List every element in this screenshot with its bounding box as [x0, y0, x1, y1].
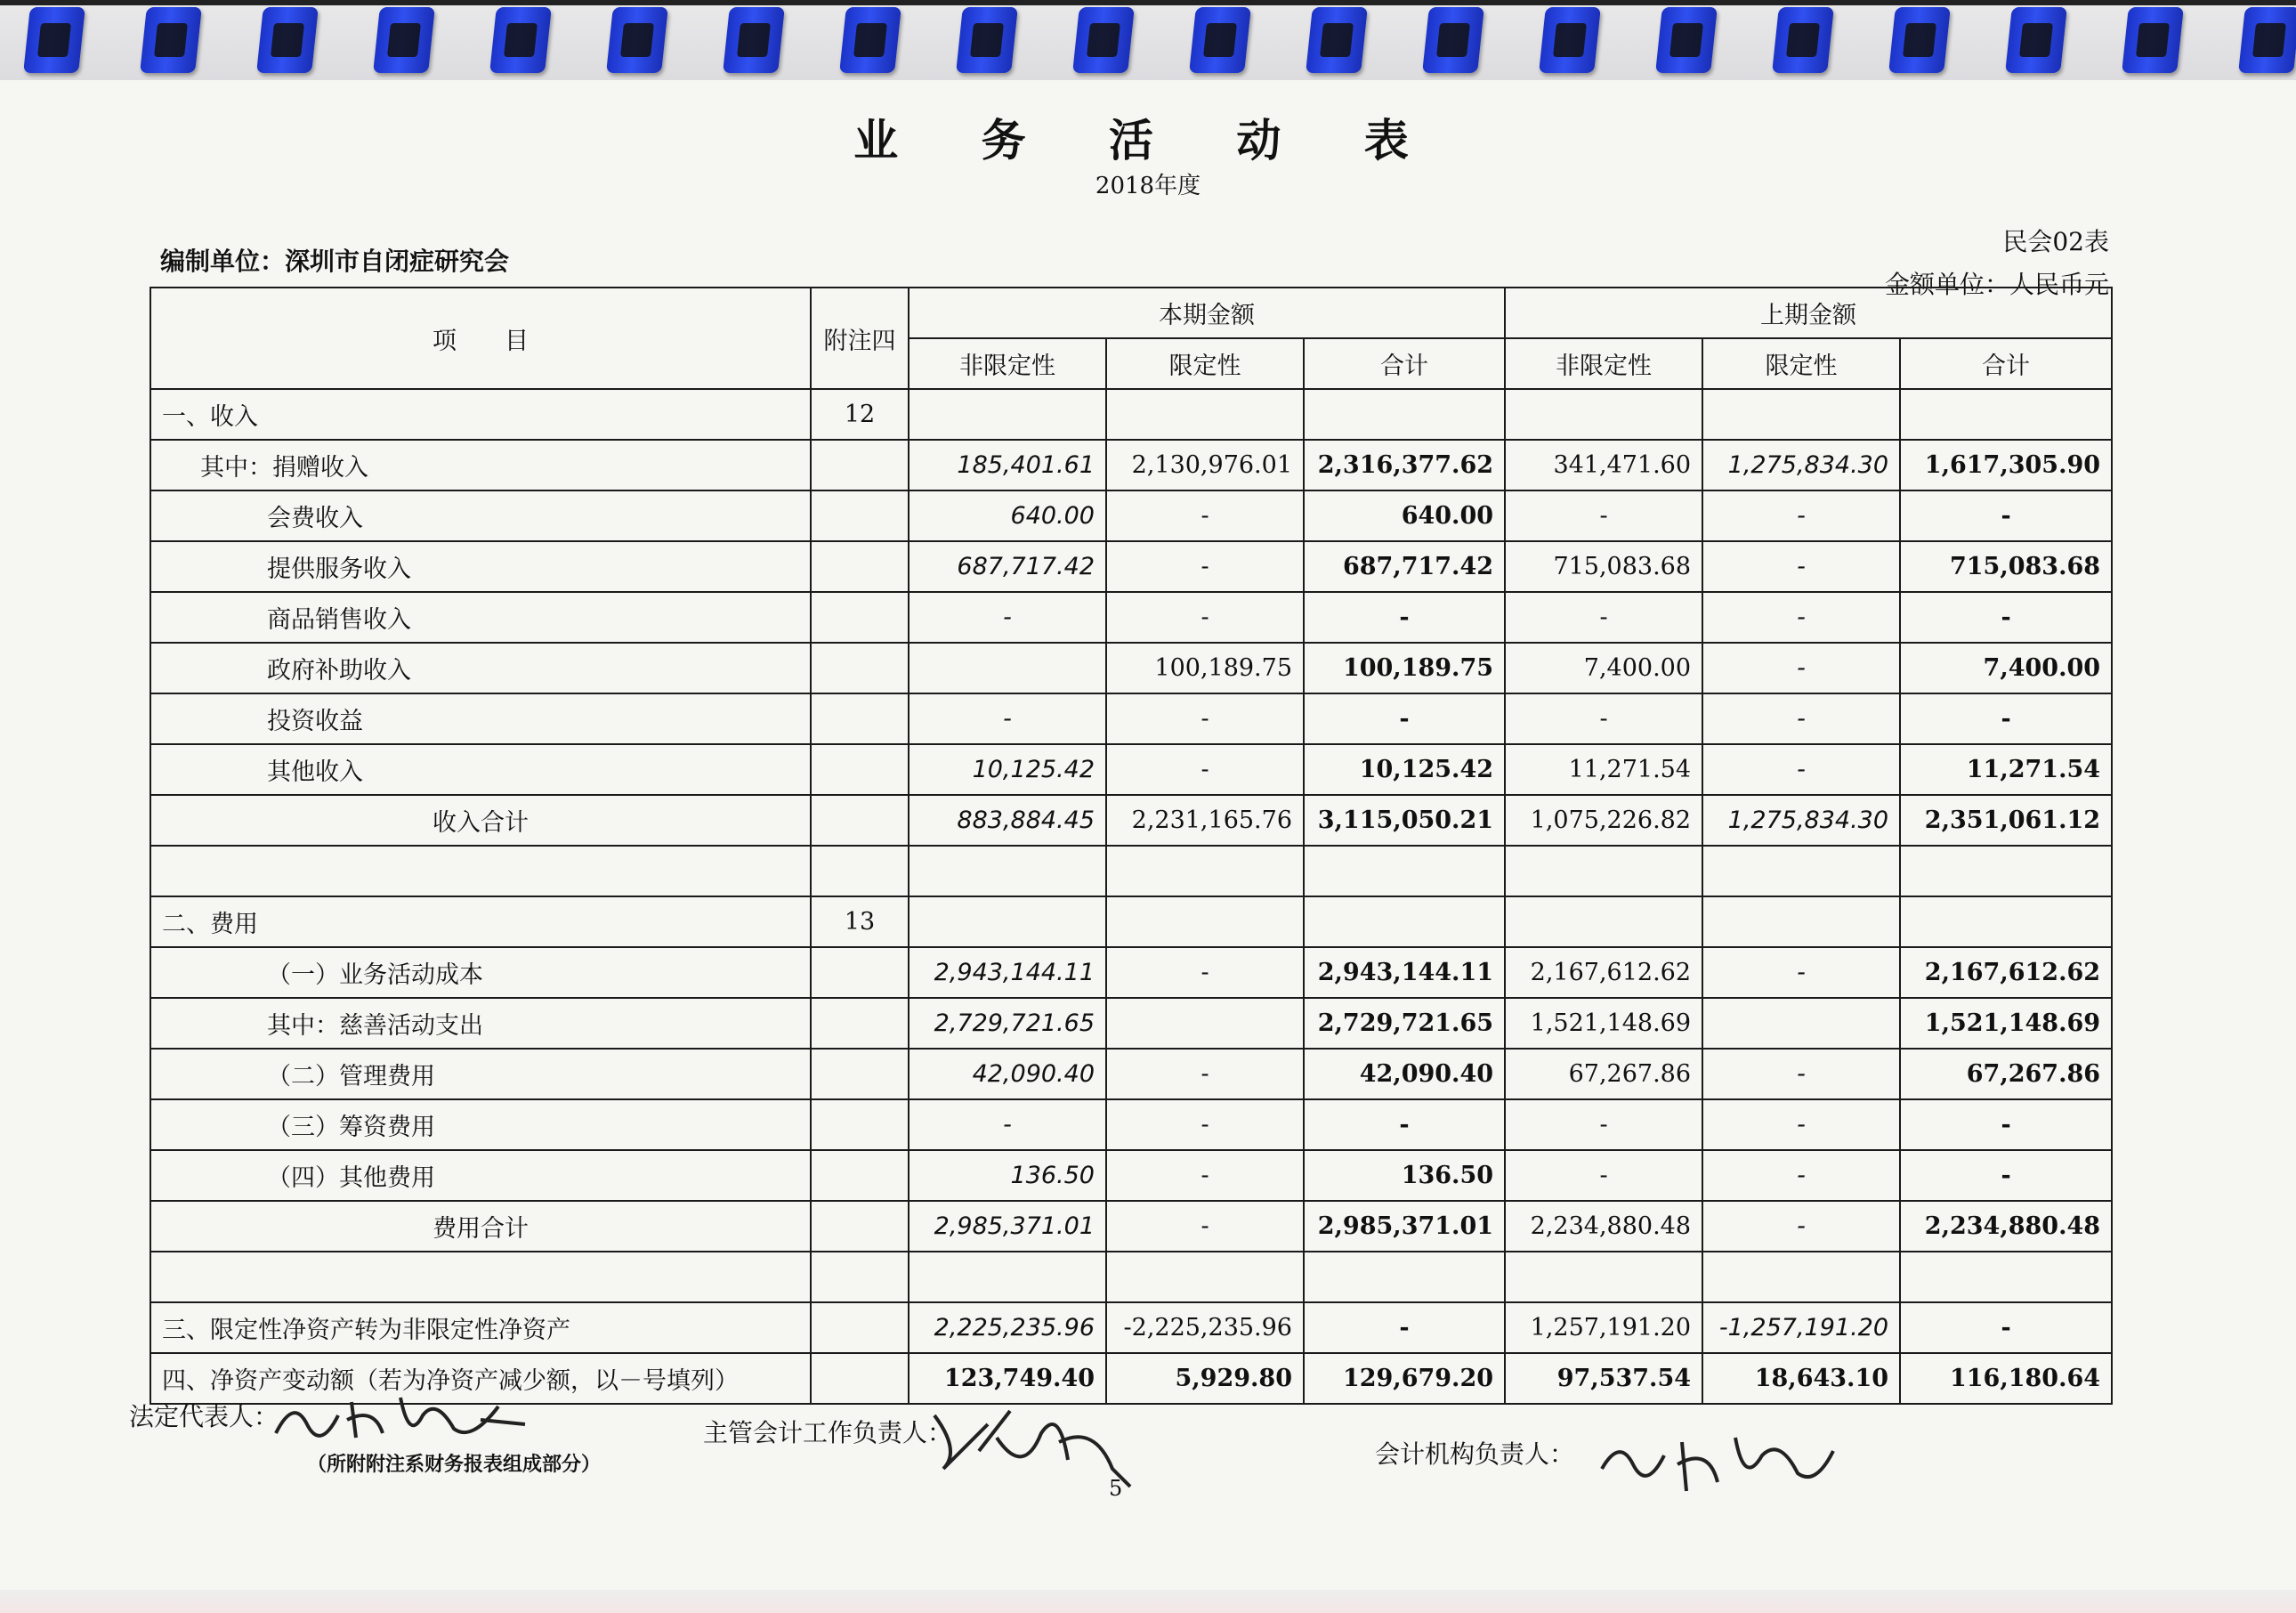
row-label: 一、收入: [150, 389, 811, 440]
amount-cell: 7,400.00: [1505, 643, 1702, 693]
amount-cell: 640.00: [909, 490, 1106, 541]
binding-ring: [1539, 7, 1601, 73]
binding-ring: [1422, 7, 1484, 73]
currency-unit: 金额单位：人民币元: [1884, 270, 2109, 299]
binding-ring: [140, 7, 202, 73]
amount-cell: [1702, 1252, 1900, 1302]
row-label: 四、净资产变动额（若为净资产减少额，以－号填列）: [150, 1353, 811, 1404]
amount-cell: -: [1304, 1302, 1505, 1353]
row-note: [811, 541, 909, 592]
amount-cell: 1,257,191.20: [1505, 1302, 1702, 1353]
report-period: 2018年度: [1095, 173, 1201, 199]
amount-cell: 2,985,371.01: [1304, 1201, 1505, 1252]
row-note: [811, 1201, 909, 1252]
amount-cell: -1,257,191.20: [1702, 1302, 1900, 1353]
row-label: （四）其他费用: [150, 1150, 811, 1201]
page-number: 5: [1109, 1476, 1123, 1501]
amount-cell: [1505, 1252, 1702, 1302]
row-label: 其他收入: [150, 744, 811, 795]
amount-cell: 1,075,226.82: [1505, 795, 1702, 846]
table-row: [150, 846, 2112, 896]
report-title: 业 务 活 动 表: [853, 114, 1443, 166]
row-label: （三）筹资费用: [150, 1099, 811, 1150]
amount-cell: 2,225,235.96: [909, 1302, 1106, 1353]
amount-cell: -: [1702, 693, 1900, 744]
table-body: [150, 389, 2112, 1404]
amount-cell: -: [909, 693, 1106, 744]
amount-cell: -: [1106, 541, 1304, 592]
table-row: [150, 744, 2112, 795]
amount-cell: -: [1304, 592, 1505, 643]
binding-ring: [2005, 7, 2067, 73]
amount-cell: [1106, 896, 1304, 947]
amount-cell: [909, 1252, 1106, 1302]
table-row: [150, 947, 2112, 998]
table-row: [150, 490, 2112, 541]
row-note: [811, 643, 909, 693]
amount-cell: 687,717.42: [909, 541, 1106, 592]
amount-cell: -: [1505, 693, 1702, 744]
row-note: [811, 1099, 909, 1150]
row-note: [811, 592, 909, 643]
row-label: 二、费用: [150, 896, 811, 947]
amount-cell: [909, 896, 1106, 947]
header-cur-unrestricted: 非限定性: [909, 338, 1106, 389]
amount-cell: -: [1106, 1049, 1304, 1099]
amount-cell: -: [1505, 1150, 1702, 1201]
binding-ring: [1072, 7, 1135, 73]
accounting-org-label: 会计机构负责人：: [1375, 1439, 1575, 1469]
header-previous: 上期金额: [1505, 288, 2112, 338]
amount-cell: 67,267.86: [1900, 1049, 2112, 1099]
amount-cell: -: [1702, 541, 1900, 592]
amount-cell: 687,717.42: [1304, 541, 1505, 592]
amount-cell: [909, 643, 1106, 693]
header-cur-total: 合计: [1304, 338, 1505, 389]
table-row: [150, 440, 2112, 490]
amount-cell: 3,115,050.21: [1304, 795, 1505, 846]
amount-cell: 100,189.75: [1304, 643, 1505, 693]
amount-cell: -: [1106, 693, 1304, 744]
amount-cell: [1900, 1252, 2112, 1302]
row-note: [811, 795, 909, 846]
amount-cell: 2,729,721.65: [1304, 998, 1505, 1049]
row-label: 投资收益: [150, 693, 811, 744]
row-note: [811, 1150, 909, 1201]
header-prev-unrestricted: 非限定性: [1505, 338, 1702, 389]
binding-ring: [606, 7, 668, 73]
amount-cell: -2,225,235.96: [1106, 1302, 1304, 1353]
amount-cell: 2,167,612.62: [1900, 947, 2112, 998]
table-row: [150, 795, 2112, 846]
amount-cell: [1505, 846, 1702, 896]
amount-cell: 7,400.00: [1900, 643, 2112, 693]
amount-cell: [1106, 846, 1304, 896]
table-row: [150, 1150, 2112, 1201]
table-row: [150, 896, 2112, 947]
amount-cell: -: [1900, 490, 2112, 541]
header-prev-restricted: 限定性: [1702, 338, 1900, 389]
amount-cell: [1702, 846, 1900, 896]
row-note: [811, 846, 909, 896]
amount-cell: 341,471.60: [1505, 440, 1702, 490]
row-label: 收入合计: [150, 795, 811, 846]
amount-cell: 2,130,976.01: [1106, 440, 1304, 490]
table-row: [150, 643, 2112, 693]
amount-cell: -: [1106, 490, 1304, 541]
amount-cell: 11,271.54: [1900, 744, 2112, 795]
row-label: 商品销售收入: [150, 592, 811, 643]
activity-statement-table: [150, 287, 2113, 1405]
binding-ring: [1189, 7, 1251, 73]
row-label: 政府补助收入: [150, 643, 811, 693]
amount-cell: -: [1106, 744, 1304, 795]
amount-cell: 1,275,834.30: [1702, 795, 1900, 846]
binding-ring: [1772, 7, 1834, 73]
legal-representative-label: 法定代表人：: [129, 1402, 279, 1431]
binding-ring: [1306, 7, 1368, 73]
binding-ring: [256, 7, 319, 73]
row-label: [150, 1252, 811, 1302]
amount-cell: [909, 389, 1106, 440]
amount-cell: [1505, 389, 1702, 440]
amount-cell: -: [1106, 1150, 1304, 1201]
row-label: 三、限定性净资产转为非限定性净资产: [150, 1302, 811, 1353]
row-label: 会费收入: [150, 490, 811, 541]
amount-cell: 2,167,612.62: [1505, 947, 1702, 998]
amount-cell: -: [1106, 592, 1304, 643]
table-row: [150, 592, 2112, 643]
amount-cell: -: [1900, 1150, 2112, 1201]
table-row: [150, 1099, 2112, 1150]
amount-cell: 185,401.61: [909, 440, 1106, 490]
amount-cell: [1505, 896, 1702, 947]
amount-cell: 123,749.40: [909, 1353, 1106, 1404]
amount-cell: 2,729,721.65: [909, 998, 1106, 1049]
table-row: [150, 1252, 2112, 1302]
amount-cell: 715,083.68: [1505, 541, 1702, 592]
row-label: 其中：慈善活动支出: [150, 998, 811, 1049]
accounting-head-label: 主管会计工作负责人：: [703, 1418, 953, 1447]
binding-ring: [2122, 7, 2184, 73]
amount-cell: 2,943,144.11: [909, 947, 1106, 998]
amount-cell: -: [1900, 592, 2112, 643]
header-note: 附注四: [811, 288, 909, 389]
header-current: 本期金额: [909, 288, 1505, 338]
amount-cell: 2,234,880.48: [1505, 1201, 1702, 1252]
amount-cell: 2,234,880.48: [1900, 1201, 2112, 1252]
header-cur-restricted: 限定性: [1106, 338, 1304, 389]
amount-cell: 100,189.75: [1106, 643, 1304, 693]
table-row: [150, 389, 2112, 440]
amount-cell: 2,316,377.62: [1304, 440, 1505, 490]
amount-cell: [1304, 896, 1505, 947]
amount-cell: -: [1106, 1201, 1304, 1252]
amount-cell: 2,351,061.12: [1900, 795, 2112, 846]
row-note: 13: [811, 896, 909, 947]
binding-ring: [489, 7, 552, 73]
amount-cell: 715,083.68: [1900, 541, 2112, 592]
amount-cell: 129,679.20: [1304, 1353, 1505, 1404]
amount-cell: -: [1702, 744, 1900, 795]
amount-cell: 42,090.40: [1304, 1049, 1505, 1099]
amount-cell: [1702, 998, 1900, 1049]
header-prev-total: 合计: [1900, 338, 2112, 389]
table-row: [150, 1049, 2112, 1099]
table-row: [150, 998, 2112, 1049]
row-note: [811, 1302, 909, 1353]
row-note: [811, 1252, 909, 1302]
amount-cell: 2,985,371.01: [909, 1201, 1106, 1252]
amount-cell: 42,090.40: [909, 1049, 1106, 1099]
binding-ring: [956, 7, 1018, 73]
amount-cell: -: [1702, 947, 1900, 998]
amount-cell: 2,231,165.76: [1106, 795, 1304, 846]
amount-cell: 10,125.42: [909, 744, 1106, 795]
amount-cell: -: [1505, 490, 1702, 541]
amount-cell: -: [1900, 1099, 2112, 1150]
row-label: [150, 846, 811, 896]
amount-cell: 883,884.45: [909, 795, 1106, 846]
amount-cell: 1,275,834.30: [1702, 440, 1900, 490]
row-label: 费用合计: [150, 1201, 811, 1252]
row-note: [811, 1049, 909, 1099]
table-row: [150, 1201, 2112, 1252]
amount-cell: 10,125.42: [1304, 744, 1505, 795]
amount-cell: -: [1900, 693, 2112, 744]
row-note: [811, 947, 909, 998]
amount-cell: 97,537.54: [1505, 1353, 1702, 1404]
form-number: 民会02表: [2002, 227, 2109, 256]
row-note: [811, 1353, 909, 1404]
binding-edge: [0, 0, 2296, 5]
amount-cell: [1106, 998, 1304, 1049]
amount-cell: -: [1304, 693, 1505, 744]
row-note: [811, 998, 909, 1049]
binding-ring: [1655, 7, 1718, 73]
amount-cell: [1106, 1252, 1304, 1302]
amount-cell: 1,617,305.90: [1900, 440, 2112, 490]
amount-cell: -: [1900, 1302, 2112, 1353]
row-note: [811, 440, 909, 490]
amount-cell: [1900, 389, 2112, 440]
amount-cell: -: [1702, 1049, 1900, 1099]
amount-cell: -: [1702, 1201, 1900, 1252]
amount-cell: [1900, 846, 2112, 896]
amount-cell: -: [1702, 592, 1900, 643]
table-row: [150, 693, 2112, 744]
amount-cell: 5,929.80: [1106, 1353, 1304, 1404]
amount-cell: -: [909, 592, 1106, 643]
amount-cell: [1702, 389, 1900, 440]
binding-ring: [723, 7, 785, 73]
amount-cell: -: [1702, 1150, 1900, 1201]
row-label: 提供服务收入: [150, 541, 811, 592]
table-row: [150, 1302, 2112, 1353]
amount-cell: [1304, 846, 1505, 896]
amount-cell: -: [1505, 1099, 1702, 1150]
footnote: （所附附注系财务报表组成部分）: [307, 1453, 602, 1476]
amount-cell: 2,943,144.11: [1304, 947, 1505, 998]
amount-cell: -: [1106, 1099, 1304, 1150]
accounting-org-signature: [1593, 1424, 1842, 1504]
amount-cell: [1304, 1252, 1505, 1302]
amount-cell: [1106, 389, 1304, 440]
binding-ring: [2238, 7, 2296, 73]
amount-cell: -: [909, 1099, 1106, 1150]
amount-cell: 640.00: [1304, 490, 1505, 541]
row-label: 其中：捐赠收入: [150, 440, 811, 490]
binding-ring: [1888, 7, 1951, 73]
table-row: [150, 541, 2112, 592]
amount-cell: [1900, 896, 2112, 947]
amount-cell: -: [1505, 592, 1702, 643]
accounting-head-signature: [926, 1398, 1139, 1495]
amount-cell: 67,267.86: [1505, 1049, 1702, 1099]
legal-rep-signature: [267, 1389, 534, 1451]
amount-cell: -: [1702, 1099, 1900, 1150]
spiral-binding: [0, 0, 2296, 80]
amount-cell: 136.50: [1304, 1150, 1505, 1201]
row-note: [811, 490, 909, 541]
amount-cell: 136.50: [909, 1150, 1106, 1201]
amount-cell: 116,180.64: [1900, 1353, 2112, 1404]
amount-cell: -: [1304, 1099, 1505, 1150]
amount-cell: 1,521,148.69: [1505, 998, 1702, 1049]
amount-cell: [909, 846, 1106, 896]
row-note: [811, 744, 909, 795]
binding-ring: [373, 7, 435, 73]
binding-ring: [23, 7, 85, 73]
header-item: 项 目: [150, 288, 811, 389]
binding-ring: [839, 7, 901, 73]
amount-cell: [1304, 389, 1505, 440]
page-bottom-edge: [0, 1590, 2296, 1613]
amount-cell: 18,643.10: [1702, 1353, 1900, 1404]
amount-cell: -: [1702, 490, 1900, 541]
row-note: [811, 693, 909, 744]
amount-cell: [1702, 896, 1900, 947]
amount-cell: 1,521,148.69: [1900, 998, 2112, 1049]
row-note: 12: [811, 389, 909, 440]
amount-cell: -: [1702, 643, 1900, 693]
amount-cell: -: [1106, 947, 1304, 998]
amount-cell: 11,271.54: [1505, 744, 1702, 795]
reporting-unit: 编制单位：深圳市自闭症研究会: [160, 247, 510, 276]
row-label: （二）管理费用: [150, 1049, 811, 1099]
row-label: （一）业务活动成本: [150, 947, 811, 998]
